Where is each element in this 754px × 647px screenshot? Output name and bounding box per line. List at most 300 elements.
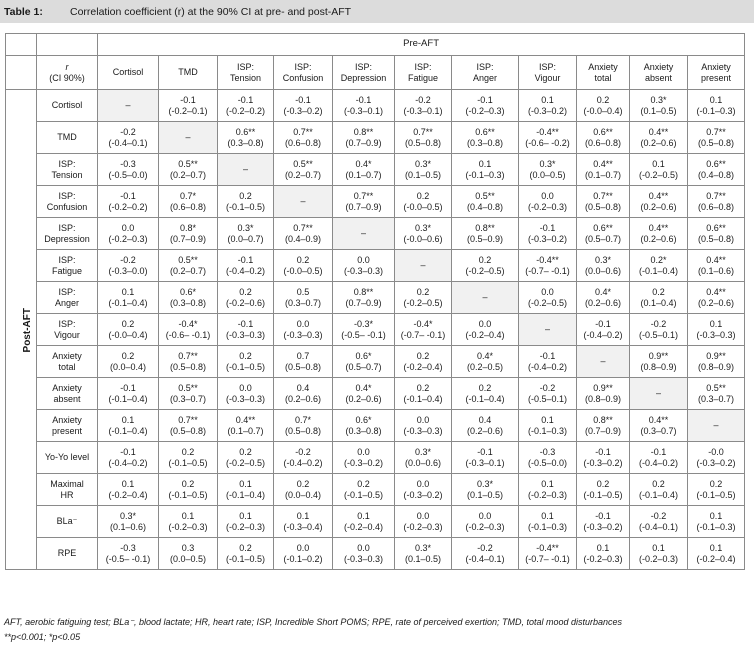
column-header-text: Cortisol	[112, 67, 144, 78]
ci-range: (-0.2–0.3)	[108, 233, 148, 244]
correlation-cell	[159, 154, 218, 186]
r-value: 0.0	[541, 287, 554, 297]
correlation-cell	[333, 474, 395, 506]
r-value: 0.2	[416, 287, 430, 297]
correlation-cell	[452, 346, 519, 378]
r-value: 0.1	[709, 319, 723, 329]
post-aft-header	[6, 90, 37, 570]
r-value: -0.1	[539, 351, 556, 361]
r-value: 0.4**	[648, 127, 669, 137]
correlation-cell	[577, 378, 630, 410]
correlation-cell	[519, 442, 577, 474]
table-row	[6, 250, 745, 282]
r-value: 0.4**	[235, 415, 256, 425]
ci-range: (-0.1–0.4)	[108, 393, 148, 404]
ci-range: (-0.1–0.3)	[527, 425, 568, 436]
r-value: 0.6**	[235, 127, 256, 137]
row-header	[37, 186, 98, 218]
correlation-cell	[218, 122, 274, 154]
ci-range: (0.1–0.5)	[640, 105, 677, 116]
ci-range: (0.7–0.9)	[345, 137, 382, 148]
column-header-text: Depression	[340, 72, 387, 83]
correlation-cell	[274, 154, 333, 186]
column-header-text: ISP:	[354, 62, 372, 72]
r-value: 0.1	[709, 95, 723, 105]
ci-range: (0.3–0.7)	[169, 393, 207, 404]
r-value: -0.4*	[178, 319, 198, 329]
correlation-cell	[98, 282, 159, 314]
ci-range: (-0.2–0.4)	[108, 489, 148, 500]
r-value: 0.2	[239, 351, 252, 361]
r-value: 0.2	[596, 95, 610, 105]
r-value: 0.1	[541, 511, 554, 521]
correlation-cell	[577, 282, 630, 314]
correlation-cell	[159, 442, 218, 474]
r-value: 0.7**	[706, 191, 726, 201]
ci-range: (0.0–0.4)	[109, 361, 147, 372]
r-value: 0.6**	[706, 159, 726, 169]
correlation-cell	[218, 282, 274, 314]
r-value: 0.8**	[353, 287, 374, 297]
ci-range: (0.0–0.7)	[227, 233, 264, 244]
ci-range: (-0.1–0.4)	[638, 265, 679, 276]
correlation-cell	[452, 154, 519, 186]
correlation-cell	[395, 378, 452, 410]
r-value: 0.2*	[650, 255, 667, 265]
r-value: 0.7**	[593, 191, 613, 201]
r-value: 0.9**	[706, 351, 726, 361]
r-value: -0.0	[708, 447, 724, 457]
r-value: 0.4**	[648, 415, 669, 425]
ci-range: (0.8–0.9)	[640, 361, 677, 372]
r-value: 0.3*	[476, 479, 493, 489]
ci-range: (-0.2–0.3)	[403, 521, 443, 532]
correlation-cell	[333, 442, 395, 474]
ci-range: (-0.3–0.2)	[403, 489, 443, 500]
ci-range: (0.7–0.9)	[584, 425, 622, 436]
ci-range: (-0.2–0.3)	[465, 521, 505, 532]
correlation-cell	[274, 314, 333, 346]
correlation-cell	[688, 314, 745, 346]
correlation-cell	[688, 282, 745, 314]
r-value: 0.3*	[414, 447, 431, 457]
diagonal-cell: –	[98, 90, 159, 122]
r-value: 0.6**	[706, 223, 726, 233]
correlation-cell	[395, 506, 452, 538]
ci-range: (-0.4–0.2)	[225, 265, 266, 276]
ci-range: (-0.1–0.4)	[225, 489, 266, 500]
correlation-cell	[452, 314, 519, 346]
correlation-cell	[218, 250, 274, 282]
column-header-text: absent	[644, 72, 673, 83]
row-header-text: Cortisol	[51, 100, 83, 111]
ci-range: (0.6–0.8)	[169, 201, 207, 212]
row-header-text: ISP:	[58, 223, 76, 233]
row-header	[37, 442, 98, 474]
column-header	[395, 56, 452, 90]
row-header-text: ISP:	[58, 255, 76, 265]
ci-range: (-0.1–0.5)	[168, 489, 208, 500]
correlation-cell	[519, 538, 577, 570]
r-value: 0.0	[541, 191, 554, 201]
column-header	[452, 56, 519, 90]
ci-range: (0.0–0.5)	[529, 169, 566, 180]
column-header	[98, 56, 159, 90]
r-value: 0.5**	[178, 255, 198, 265]
ci-range: (0.6–0.8)	[698, 201, 735, 212]
caption-text: Correlation coefficient (r) at the 90% CI at pre- and post-AFT	[70, 5, 352, 18]
ci-range: (-0.5–0.1)	[527, 393, 568, 404]
table-row	[6, 282, 745, 314]
correlation-cell	[98, 378, 159, 410]
correlation-cell	[630, 90, 688, 122]
correlation-cell	[630, 442, 688, 474]
r-value: 0.7**	[293, 223, 313, 233]
correlation-cell	[98, 250, 159, 282]
r-value: 0.7**	[706, 127, 726, 137]
ci-range: (-0.4–0.1)	[108, 137, 148, 148]
row-header	[37, 250, 98, 282]
ci-range: (0.5–0.8)	[284, 361, 322, 372]
correlation-cell	[159, 346, 218, 378]
r-value: 0.1	[596, 543, 610, 553]
table-row	[6, 122, 745, 154]
ci-range: (-0.2–0.3)	[583, 553, 623, 564]
correlation-cell	[688, 442, 745, 474]
table-row	[6, 154, 745, 186]
r-value: -0.1	[477, 95, 493, 105]
ci-range: (-0.1–0.3)	[465, 169, 505, 180]
r-value: 0.2	[239, 287, 252, 297]
ci-range: (0.5–0.8)	[404, 137, 442, 148]
correlation-cell	[452, 538, 519, 570]
r-value: 0.2	[181, 479, 195, 489]
pre-aft-header-row	[6, 34, 745, 56]
correlation-cell	[688, 90, 745, 122]
correlation-cell	[452, 90, 519, 122]
correlation-cell	[274, 90, 333, 122]
correlation-cell	[333, 90, 395, 122]
ci-range: (-0.2–0.5)	[225, 457, 266, 468]
column-header-text: TMD	[178, 67, 198, 78]
column-header	[333, 56, 395, 90]
r-value: -0.1	[295, 95, 311, 105]
correlation-cell	[630, 250, 688, 282]
correlation-cell	[333, 314, 395, 346]
diagonal-cell: –	[452, 282, 519, 314]
r-value: 0.9**	[593, 383, 613, 393]
row-header-text: Fatigue	[51, 265, 83, 276]
correlation-cell	[577, 154, 630, 186]
r-value: 0.4	[296, 383, 310, 393]
ci-range: (-0.2–0.6)	[225, 297, 266, 308]
ci-range: (0.3–0.7)	[640, 425, 677, 436]
r-value: 0.5**	[178, 383, 198, 393]
r-value: 0.0	[478, 319, 492, 329]
ci-range: (-0.0–0.5)	[403, 201, 443, 212]
r-value: 0.2	[357, 479, 370, 489]
ci-range: (-0.1–0.5)	[225, 361, 266, 372]
r-value: -0.2	[415, 95, 431, 105]
r-value: 0.2	[239, 191, 252, 201]
ci-range: (0.1–0.5)	[404, 169, 442, 180]
correlation-cell	[452, 378, 519, 410]
ci-range: (-0.2–0.3)	[638, 553, 679, 564]
column-header-text: Confusion	[282, 72, 324, 83]
r-ci-header	[37, 56, 98, 90]
r-value: -0.1	[595, 511, 611, 521]
r-value: 0.4**	[706, 255, 726, 265]
correlation-cell	[630, 218, 688, 250]
ci-range: (0.0–0.5)	[169, 553, 207, 564]
ci-range: (-0.1–0.4)	[108, 425, 148, 436]
ci-range: (-0.4–0.2)	[108, 457, 148, 468]
correlation-table	[5, 33, 745, 570]
row-header-text: Anger	[54, 297, 80, 308]
correlation-cell	[274, 250, 333, 282]
r-value: 0.1	[709, 511, 723, 521]
r-value: 0.8**	[475, 223, 495, 233]
correlation-cell	[395, 474, 452, 506]
row-header-text: Depression	[44, 233, 90, 244]
r-symbol: r	[65, 62, 69, 72]
ci-range: (-0.6– -0.1)	[165, 329, 211, 340]
correlation-cell	[98, 186, 159, 218]
r-value: 0.3	[181, 543, 195, 553]
r-value: 0.3*	[594, 255, 611, 265]
ci-range: (0.2–0.6)	[640, 233, 677, 244]
r-value: -0.4*	[413, 319, 433, 329]
correlation-cell	[218, 218, 274, 250]
correlation-cell	[577, 442, 630, 474]
r-value: 0.6*	[179, 287, 196, 297]
r-value: 0.3*	[414, 159, 431, 169]
ci-range: (-0.3–0.1)	[403, 105, 443, 116]
r-value: 0.7*	[179, 191, 196, 201]
r-value: -0.1	[237, 319, 254, 329]
correlation-cell	[333, 186, 395, 218]
r-value: 0.0	[296, 543, 310, 553]
r-value: -0.3	[539, 447, 556, 457]
ci-range: (0.2–0.5)	[466, 361, 504, 372]
correlation-cell	[159, 186, 218, 218]
ci-range: (-0.3–0.1)	[343, 105, 384, 116]
correlation-cell	[333, 378, 395, 410]
ci-range: (0.4–0.8)	[466, 201, 504, 212]
column-header	[218, 56, 274, 90]
r-value: 0.5**	[706, 383, 726, 393]
correlation-cell	[577, 474, 630, 506]
r-value: -0.2	[650, 319, 667, 329]
correlation-cell	[519, 122, 577, 154]
row-header-text: BLa⁻	[56, 516, 78, 527]
r-value: -0.1	[595, 447, 611, 457]
correlation-cell	[452, 250, 519, 282]
r-value: 0.5**	[475, 191, 495, 201]
caption-label: Table 1:	[4, 5, 43, 18]
r-value: 0.1	[239, 511, 252, 521]
correlation-cell	[218, 186, 274, 218]
ci-range: (-0.2–0.3)	[225, 521, 266, 532]
ci-range: (-0.0–0.6)	[403, 233, 443, 244]
ci-range: (0.1–0.5)	[404, 553, 442, 564]
ci-range: (-0.1–0.5)	[343, 489, 384, 500]
correlation-cell	[630, 154, 688, 186]
correlation-cell	[274, 122, 333, 154]
correlation-cell	[159, 538, 218, 570]
r-value: -0.4**	[536, 543, 559, 553]
correlation-cell	[519, 346, 577, 378]
row-header-text: Anxiety	[52, 351, 82, 361]
corner-cell	[37, 34, 98, 56]
diagonal-cell: –	[519, 314, 577, 346]
table-row	[6, 314, 745, 346]
r-value: -0.1	[237, 95, 254, 105]
ci-range: (0.5–0.8)	[169, 425, 207, 436]
r-value: 0.4*	[355, 159, 372, 169]
ci-range: (-0.2–0.3)	[527, 201, 568, 212]
ci-range: (-0.3–0.3)	[225, 329, 266, 340]
ci-range: (-0.2–0.5)	[465, 265, 505, 276]
row-header-text: TMD	[57, 132, 77, 143]
row-header-text: Vigour	[54, 329, 80, 340]
correlation-cell	[630, 538, 688, 570]
correlation-cell	[395, 218, 452, 250]
r-value: 0.0	[357, 543, 370, 553]
column-header	[519, 56, 577, 90]
r-value: 0.0	[416, 511, 430, 521]
correlation-cell	[98, 122, 159, 154]
row-header	[37, 538, 98, 570]
correlation-cell	[98, 410, 159, 442]
column-header	[577, 56, 630, 90]
r-value: -0.2	[477, 543, 493, 553]
ci-range: (0.1–0.7)	[584, 169, 622, 180]
ci-range: (0.5–0.8)	[584, 201, 622, 212]
correlation-cell	[395, 442, 452, 474]
post-aft-label: Post-AFT	[21, 307, 33, 353]
table-row	[6, 378, 745, 410]
table-row	[6, 442, 745, 474]
ci-range: (0.3–0.8)	[169, 297, 207, 308]
row-header	[37, 154, 98, 186]
row-header-text: absent	[53, 393, 81, 404]
ci-range: (-0.3–0.2)	[283, 105, 323, 116]
r-value: 0.1	[541, 415, 554, 425]
r-value: 0.4*	[355, 383, 372, 393]
correlation-cell	[395, 346, 452, 378]
r-value: 0.2	[296, 479, 310, 489]
table-row	[6, 218, 745, 250]
r-value: 0.2	[121, 319, 135, 329]
correlation-cell	[452, 186, 519, 218]
r-value: 0.3*	[414, 223, 431, 233]
r-value: 0.6**	[475, 127, 495, 137]
row-header-text: ISP:	[58, 319, 76, 329]
correlation-cell	[577, 90, 630, 122]
correlation-cell	[274, 218, 333, 250]
diagonal-cell: –	[159, 122, 218, 154]
ci-range: (0.2–0.7)	[169, 169, 207, 180]
r-value: 0.0	[416, 479, 430, 489]
correlation-cell	[688, 538, 745, 570]
diagonal-cell: –	[395, 250, 452, 282]
column-header-text: Tension	[229, 72, 262, 83]
r-value: -0.1	[595, 319, 611, 329]
ci-range: (-0.1–0.4)	[403, 393, 443, 404]
r-value: 0.5**	[293, 159, 313, 169]
corner-cell	[6, 56, 37, 90]
ci-range: (-0.0–0.5)	[283, 265, 323, 276]
correlation-cell	[333, 154, 395, 186]
column-header-text: ISP:	[476, 62, 494, 72]
table-row	[6, 410, 745, 442]
correlation-cell	[452, 122, 519, 154]
r-value: -0.1	[120, 447, 136, 457]
column-header-text: Anger	[472, 72, 498, 83]
r-value: 0.2	[296, 255, 310, 265]
ci-range: (-0.3–0.3)	[225, 393, 266, 404]
row-header	[37, 314, 98, 346]
correlation-cell	[519, 90, 577, 122]
row-header-text: ISP:	[58, 159, 76, 169]
ci-range: (-0.2–0.3)	[465, 105, 505, 116]
ci-range: (-0.3–0.2)	[696, 457, 736, 468]
r-value: 0.3*	[119, 511, 136, 521]
r-value: 0.1	[181, 511, 195, 521]
r-value: 0.5**	[178, 159, 198, 169]
ci-range: (-0.2–0.1)	[168, 105, 208, 116]
correlation-cell	[688, 122, 745, 154]
row-header	[37, 346, 98, 378]
correlation-cell	[688, 506, 745, 538]
correlation-cell	[98, 538, 159, 570]
correlation-cell	[630, 314, 688, 346]
r-value: 0.4	[478, 415, 492, 425]
ci-range: (0.5–0.9)	[466, 233, 504, 244]
correlation-cell	[395, 314, 452, 346]
ci-range: (-0.2–0.3)	[527, 489, 568, 500]
correlation-cell	[688, 474, 745, 506]
correlation-cell	[274, 506, 333, 538]
correlation-cell	[333, 538, 395, 570]
r-value: 0.3*	[237, 223, 254, 233]
ci-range: (-0.5– -0.1)	[105, 553, 151, 564]
r-value: 0.4**	[706, 287, 726, 297]
r-value: 0.0	[416, 415, 430, 425]
r-value: 0.2	[416, 383, 430, 393]
r-value: 0.2	[596, 479, 610, 489]
ci-range: (-0.4–0.2)	[283, 457, 323, 468]
correlation-cell	[519, 506, 577, 538]
correlation-cell	[519, 474, 577, 506]
row-header-text: RPE	[57, 548, 77, 559]
ci-range: (-0.2–0.5)	[638, 169, 679, 180]
ci-range: (-0.1–0.2)	[283, 553, 323, 564]
ci-range: (-0.2–0.2)	[225, 105, 266, 116]
r-value: 0.4*	[594, 287, 611, 297]
ci-range: (0.2–0.7)	[284, 169, 322, 180]
ci-range: (-0.7– -0.1)	[525, 265, 570, 276]
correlation-cell	[218, 378, 274, 410]
table-row	[6, 346, 745, 378]
r-value: 0.1	[239, 479, 252, 489]
r-value: -0.1	[539, 223, 556, 233]
correlation-cell	[630, 186, 688, 218]
diagonal-cell: –	[218, 154, 274, 186]
ci-range: (-0.3–0.3)	[283, 329, 323, 340]
correlation-cell	[274, 346, 333, 378]
